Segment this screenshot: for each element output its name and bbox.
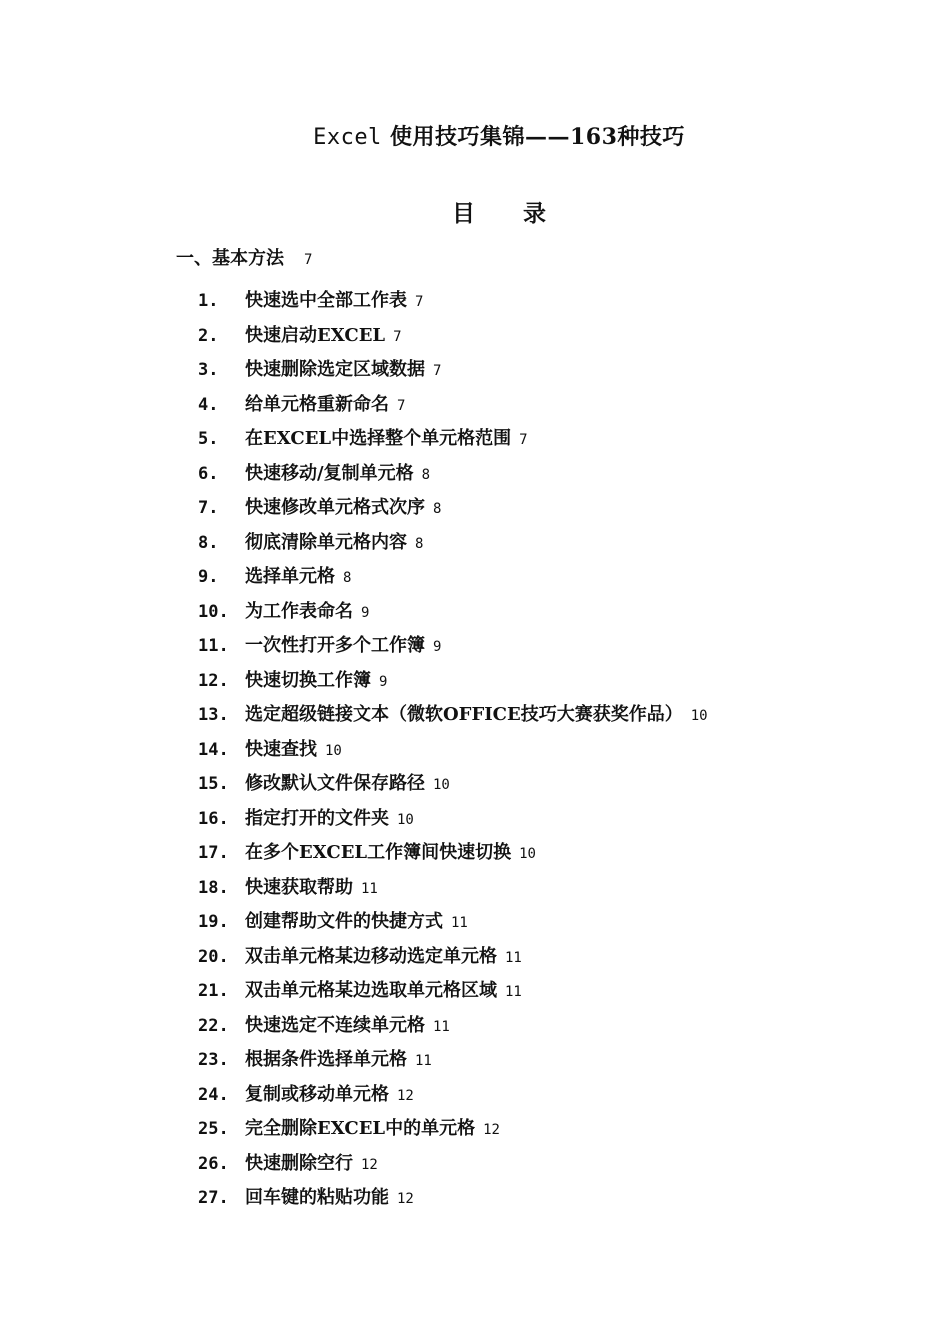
toc-entry-page-number: 9 <box>379 673 388 690</box>
toc-entry-page-number: 10 <box>325 742 342 759</box>
toc-entry[interactable] <box>198 702 708 737</box>
toc-entry-label: 根据条件选择单元格 <box>245 1049 407 1070</box>
toc-entry-page-number: 8 <box>433 501 442 517</box>
toc-entry-number: 15. <box>198 774 229 794</box>
toc-entry-number: 27. <box>198 1188 229 1208</box>
toc-entry-number: 25. <box>198 1119 229 1139</box>
toc-entry-label: 在EXCEL中选择整个单元格范围 <box>245 428 512 449</box>
toc-entry-label: 快速选中全部工作表 <box>245 290 407 311</box>
toc-entry-label: 快速修改单元格式次序 <box>245 497 425 518</box>
toc-entry-label: 快速切换工作簿 <box>245 669 371 691</box>
toc-entry[interactable] <box>198 1185 708 1220</box>
toc-entry-page-number: 10 <box>433 777 450 793</box>
toc-entry-page-number: 12 <box>361 1156 378 1173</box>
toc-entry[interactable] <box>198 944 708 979</box>
toc-entry[interactable] <box>198 461 708 496</box>
toc-entry-label: 选择单元格 <box>245 566 335 587</box>
toc-entry-label: 创建帮助文件的快捷方式 <box>245 911 443 932</box>
toc-entry-label: 快速删除空行 <box>245 1152 353 1174</box>
toc-entry-page-number: 12 <box>397 1191 414 1207</box>
toc-entry-number: 21. <box>198 981 229 1001</box>
toc-entry-number: 10. <box>198 601 229 622</box>
toc-entry-label: 选定超级链接文本（微软OFFICE技巧大赛获奖作品） <box>245 704 683 725</box>
toc-heading-char-1: 目 <box>452 200 475 227</box>
toc-entry-page-number: 7 <box>433 363 442 379</box>
toc-entry-page-number: 12 <box>483 1122 500 1138</box>
toc-entry-page-number: 11 <box>505 949 522 966</box>
toc-entry-page-number: 12 <box>397 1087 414 1104</box>
toc-entry[interactable] <box>198 1151 708 1186</box>
toc-entry-page-number: 11 <box>505 984 522 1000</box>
toc-entry[interactable] <box>198 323 708 358</box>
toc-entry-label: 快速启动EXCEL <box>245 324 386 346</box>
toc-entry-label: 彻底清除单元格内容 <box>245 531 407 553</box>
toc-entry-label: 一次性打开多个工作簿 <box>245 635 425 656</box>
toc-entry-label: 修改默认文件保存路径 <box>245 773 425 794</box>
toc-entry[interactable] <box>198 771 708 806</box>
toc-entry-label: 快速选定不连续单元格 <box>245 1014 425 1036</box>
toc-entry-number: 19. <box>198 912 229 932</box>
toc-entry[interactable] <box>198 495 708 530</box>
toc-entry-label: 快速获取帮助 <box>245 876 353 898</box>
toc-entry[interactable] <box>198 357 708 392</box>
toc-entry[interactable] <box>198 978 708 1013</box>
toc-entry-page-number: 10 <box>690 708 708 724</box>
toc-entry-number: 17. <box>198 843 229 863</box>
section-page-number: 7 <box>304 252 313 268</box>
toc-entry-label: 完全删除EXCEL中的单元格 <box>245 1118 476 1139</box>
toc-entry[interactable] <box>198 392 708 427</box>
toc-entry[interactable] <box>198 909 708 944</box>
toc-entry-page-number: 9 <box>433 639 442 655</box>
toc-entry[interactable] <box>198 288 708 323</box>
toc-entry-page-number: 9 <box>361 604 370 621</box>
toc-entry-number: 12. <box>198 670 229 691</box>
toc-entry-number: 24. <box>198 1084 229 1105</box>
toc-entry-number: 20. <box>198 946 229 967</box>
toc-entry-label: 在多个EXCEL工作簿间快速切换 <box>245 842 512 863</box>
toc-entry[interactable] <box>198 1116 708 1151</box>
toc-entry-label: 指定打开的文件夹 <box>245 807 389 829</box>
toc-entry[interactable] <box>198 1047 708 1082</box>
toc-entry-page-number: 7 <box>519 432 528 448</box>
toc-entry-label: 给单元格重新命名 <box>245 393 389 415</box>
toc-entry-label: 为工作表命名 <box>245 600 353 622</box>
toc-entry-page-number: 8 <box>421 466 431 483</box>
toc-entry-page-number: 10 <box>519 846 536 862</box>
toc-entry[interactable] <box>198 1013 708 1048</box>
toc-entry[interactable] <box>198 875 708 910</box>
toc-entry-page-number: 7 <box>397 397 406 414</box>
toc-heading-char-2: 录 <box>523 200 546 227</box>
toc-entry-label: 快速删除选定区域数据 <box>245 359 425 380</box>
toc-entry-page-number: 8 <box>343 570 352 586</box>
toc-entry[interactable] <box>198 806 708 841</box>
toc-heading <box>0 195 950 228</box>
toc-entry-label: 快速移动/复制单元格 <box>245 462 414 484</box>
toc-entry-number: 4. <box>198 394 219 415</box>
toc-entry-number: 22. <box>198 1015 229 1036</box>
toc-section-basic-methods[interactable] <box>176 244 312 270</box>
toc-entry[interactable] <box>198 668 708 703</box>
toc-entry-number: 1. <box>198 291 219 311</box>
toc-entry[interactable] <box>198 564 708 599</box>
toc-entry-page-number: 11 <box>451 915 468 931</box>
toc-entry-label: 回车键的粘贴功能 <box>245 1187 389 1208</box>
toc-entry-page-number: 8 <box>415 535 424 552</box>
toc-entry[interactable] <box>198 426 708 461</box>
toc-entry-number: 18. <box>198 877 229 898</box>
toc-entry-page-number: 10 <box>397 811 414 828</box>
toc-entry[interactable] <box>198 737 708 772</box>
toc-entry-number: 2. <box>198 325 219 346</box>
toc-entry-page-number: 7 <box>415 294 424 310</box>
title-english: Excel <box>313 125 382 150</box>
title-chinese: 使用技巧集锦——163种技巧 <box>389 124 685 150</box>
toc-entry-number: 14. <box>198 739 229 760</box>
toc-entry-number: 8. <box>198 532 219 553</box>
toc-entry-label: 快速查找 <box>245 738 317 760</box>
toc-entry[interactable] <box>198 633 708 668</box>
toc-list <box>198 288 708 1220</box>
page-title <box>0 120 950 151</box>
toc-entry[interactable] <box>198 1082 708 1117</box>
toc-entry[interactable] <box>198 599 708 634</box>
toc-entry-number: 11. <box>198 636 229 656</box>
section-label: 一、基本方法 <box>176 248 284 269</box>
toc-entry-number: 3. <box>198 360 219 380</box>
toc-entry-number: 26. <box>198 1153 229 1174</box>
toc-entry[interactable] <box>198 530 708 565</box>
toc-entry-label: 双击单元格某边移动选定单元格 <box>245 945 497 967</box>
toc-entry-page-number: 11 <box>415 1053 432 1069</box>
toc-entry-number: 16. <box>198 808 229 829</box>
toc-entry-page-number: 7 <box>393 328 402 345</box>
toc-entry-page-number: 11 <box>433 1018 450 1035</box>
toc-entry-label: 双击单元格某边选取单元格区域 <box>245 980 497 1001</box>
toc-entry[interactable] <box>198 840 708 875</box>
toc-entry-page-number: 11 <box>361 880 378 897</box>
toc-entry-number: 9. <box>198 567 219 587</box>
toc-entry-number: 13. <box>198 705 229 725</box>
toc-entry-number: 23. <box>198 1050 229 1070</box>
toc-entry-number: 7. <box>198 498 219 518</box>
toc-entry-number: 6. <box>198 463 219 484</box>
toc-entry-label: 复制或移动单元格 <box>245 1083 389 1105</box>
toc-entry-number: 5. <box>198 429 219 449</box>
